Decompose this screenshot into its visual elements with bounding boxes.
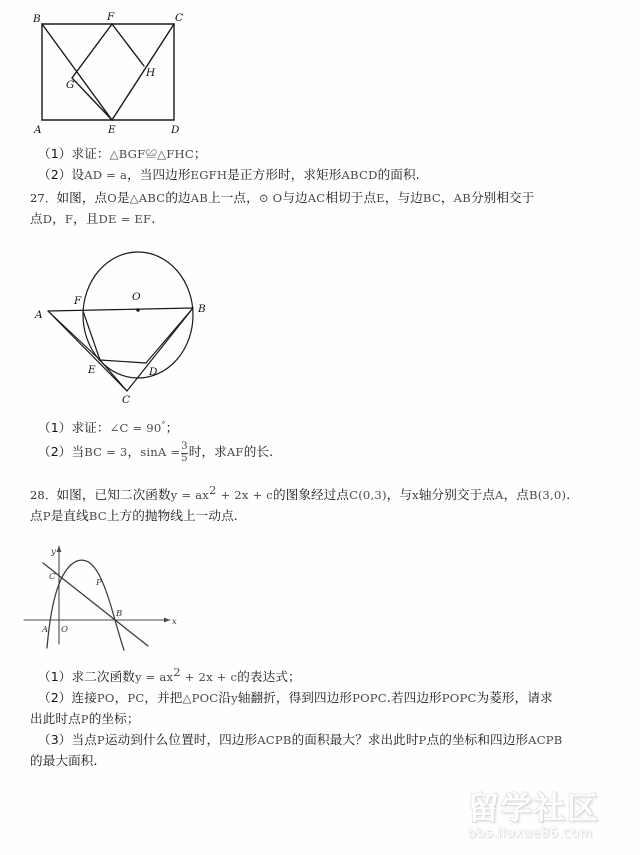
vertex-label-A: A xyxy=(34,124,42,136)
p28-stem-b: 的图象经过点 xyxy=(272,487,350,502)
p28-part1-eq-exponent: 2 xyxy=(173,664,181,679)
p27-part1-tail: ； xyxy=(165,420,179,436)
p26-part1-math: △BGF≌△FHC xyxy=(109,147,194,161)
p27-stem-m4: E xyxy=(376,191,385,205)
p28-part2-line2-b: 的坐标； xyxy=(88,711,140,726)
p28-stem-eq-exponent: 2 xyxy=(208,482,217,497)
p28-stem2-c: 上方的抛物线上一动点. xyxy=(106,508,238,523)
p26-part1-tail: ； xyxy=(193,146,207,161)
vertex-label-H: H xyxy=(146,67,156,79)
p27-stem-m3: AC xyxy=(307,191,326,205)
circle-label-E: E xyxy=(88,364,96,376)
p28-part2-m3: △POC xyxy=(182,691,219,705)
circle-label-D: D xyxy=(149,366,158,378)
p28-part1-label: （1）求二次函数 xyxy=(38,669,135,684)
p27-stem2-c: ，且 xyxy=(73,211,99,226)
p27-part2-tail: 的长. xyxy=(243,444,274,459)
p27-stem-e: 与边 xyxy=(282,190,308,205)
p26-part2-mid1: ，当四边形 xyxy=(127,167,191,182)
p28-part2-mid1: ， xyxy=(114,690,128,705)
p27-stem-line2 xyxy=(30,208,155,230)
vertex-label-F: F xyxy=(107,11,115,23)
graph-label-O: O xyxy=(61,625,68,635)
axis-label-x: x xyxy=(172,617,177,627)
p28-stem-line1 xyxy=(30,484,570,506)
watermark-url: bbs.liuxue86.com xyxy=(468,826,593,841)
p28-part2-mid2: ，并把 xyxy=(144,690,183,705)
p27-stem-circle: ⊙ O xyxy=(258,191,283,205)
p26-part2-label: （2）设 xyxy=(38,167,85,182)
watermark-title: 留学社区 xyxy=(468,791,600,827)
p28-part3-line2 xyxy=(30,750,98,771)
p28-stem-a: 如图，已知二次函数 xyxy=(56,487,171,502)
p28-part2-m1: PO xyxy=(96,691,115,705)
p28-part2-line2-a: 出此时点 xyxy=(30,711,81,726)
p28-part1-eq: y = ax xyxy=(134,670,174,684)
p28-stem-x: x xyxy=(412,488,419,502)
p28-part2-line2 xyxy=(30,708,140,730)
p28-stem-eq2: + 2x + c xyxy=(216,488,273,502)
p28-stem-point-a: A xyxy=(495,488,504,502)
p26-part1-label: （1）求证： xyxy=(38,146,110,161)
p26-part2-math2: EGFH xyxy=(190,168,228,182)
p28-part2-mid6: 为菱形，请求 xyxy=(476,690,553,705)
circle-label-C: C xyxy=(122,394,131,403)
p27-stem-m5: BC xyxy=(422,191,441,205)
p26-part2-mid2: 是正方形时，求矩形 xyxy=(227,167,342,182)
p28-part3-line2-text: 的最大面积. xyxy=(30,753,98,768)
p26-part2-tail: 的面积. xyxy=(377,167,420,182)
circle-o-figure xyxy=(30,238,260,403)
p27-stem-m1: △ABC xyxy=(129,191,166,205)
p28-part2-m2: PC xyxy=(127,691,145,705)
p27-stem-o: O xyxy=(107,191,117,205)
p28-stem2-b: 是直线 xyxy=(50,508,89,523)
p28-part3-line1 xyxy=(38,729,563,751)
vertex-label-B: B xyxy=(33,13,41,25)
p27-stem-a: 如图，点 xyxy=(56,190,108,205)
fraction-denominator: 5 xyxy=(181,452,188,464)
p28-part2-mid4: 轴翻折，得到四边形 xyxy=(237,690,353,705)
p28-part2-m4: y xyxy=(231,691,238,705)
p27-stem-f: 相切于点 xyxy=(325,190,377,205)
p28-part3-m4: ACPB xyxy=(528,733,563,747)
p28-stem-d: 轴分别交于点 xyxy=(418,487,495,502)
p28-part3-mid3: 点的坐标和四边形 xyxy=(426,732,529,747)
p28-part3-m3: P xyxy=(418,733,427,747)
p28-part3-m2: ACPB xyxy=(257,733,292,747)
fraction-numerator: 3 xyxy=(181,441,188,452)
p27-degree-symbol: ° xyxy=(161,420,166,429)
p27-part2-mid1: ， xyxy=(127,444,141,459)
p27-stem-h: ， xyxy=(440,190,454,205)
circle-label-B: B xyxy=(198,303,206,315)
p28-stem-e: ，点 xyxy=(503,487,529,502)
p28-part2-line1 xyxy=(38,687,553,709)
p27-stem2-a: 点 xyxy=(30,211,43,226)
p27-stem-m2: AB xyxy=(190,191,209,205)
p26-part2-line xyxy=(38,164,420,186)
p28-part3-mid1: 运动到什么位置时，四边形 xyxy=(104,732,258,747)
p27-stem2-b: ， xyxy=(52,211,65,226)
p27-part1-label: （1）求证： xyxy=(38,420,110,436)
circle-label-A: A xyxy=(35,309,43,321)
p28-part1-eq2: + 2x + c xyxy=(180,670,238,684)
p28-stem-point-p: P xyxy=(42,509,51,523)
p28-stem-f: . xyxy=(566,487,571,502)
p28-part2-m6: POPC xyxy=(441,691,477,705)
circle-label-F: F xyxy=(74,295,82,307)
circle-label-O: O xyxy=(132,291,141,303)
p28-stem-line2 xyxy=(30,505,238,527)
p27-part1-math: ∠C = 90 xyxy=(109,421,162,436)
p27-part2-math1: BC = 3 xyxy=(84,445,128,459)
p28-stem-line-bc: BC xyxy=(88,509,107,523)
vertex-label-G: G xyxy=(66,79,75,91)
p27-stem-c: 的边 xyxy=(165,190,191,205)
site-watermark xyxy=(468,792,628,850)
p28-part1-tail: 的表达式； xyxy=(237,669,301,684)
p27-stem2-d: . xyxy=(151,211,156,226)
p28-part3-mid2: 的面积最大？求出此时 xyxy=(291,732,419,747)
parabola-graph-figure xyxy=(20,528,190,653)
sin-a-fraction xyxy=(181,442,187,464)
axis-label-y: y xyxy=(51,547,56,557)
p27-stem-b: 是 xyxy=(116,190,130,205)
p28-part3-m1: P xyxy=(96,733,105,747)
p27-stem-m8: F xyxy=(64,212,74,226)
p27-stem-d: 上一点， xyxy=(208,190,259,205)
p28-part2-label: （2）连接 xyxy=(38,690,97,705)
graph-label-C: C xyxy=(49,572,56,582)
rectangle-abcd-figure xyxy=(28,8,188,138)
p27-part2-math2: sinA = xyxy=(140,445,181,459)
p27-stem-m6: AB xyxy=(453,191,471,205)
vertex-label-E: E xyxy=(108,124,116,136)
p28-part3-label: （3）当点 xyxy=(38,732,97,747)
p28-stem-point-c: C(0,3) xyxy=(349,488,387,502)
p27-stem-m7: D xyxy=(42,212,53,226)
p28-number: 28． xyxy=(30,488,57,502)
p26-part2-math1: AD = a xyxy=(84,168,128,182)
p26-part2-math3: ABCD xyxy=(341,168,378,182)
graph-label-B: B xyxy=(116,609,123,619)
p28-stem-c: ，与 xyxy=(386,487,413,502)
p27-part1-line xyxy=(38,414,178,439)
p28-part2-m5: POPC xyxy=(352,691,387,705)
p28-stem2-a: 点 xyxy=(30,508,43,523)
p28-part2-mid5: .若四边形 xyxy=(386,690,442,705)
p26-part1-line xyxy=(38,143,207,165)
p27-part2-mid2: 时，求 xyxy=(188,444,227,459)
p27-number: 27． xyxy=(30,191,57,205)
graph-label-P: P xyxy=(96,578,102,588)
vertex-label-D: D xyxy=(171,124,180,136)
p27-stem-line1 xyxy=(30,187,534,209)
p28-part1-line xyxy=(38,666,301,688)
p28-part2-m7: P xyxy=(80,712,89,726)
p28-stem-eq: y = ax xyxy=(170,488,209,502)
p27-stem-m9: DE = EF xyxy=(98,212,152,226)
p27-stem-i: 分别相交于 xyxy=(470,190,535,205)
p28-stem-point-b: B(3,0) xyxy=(528,488,567,502)
p27-part2-label: （2）当 xyxy=(38,444,85,459)
p27-part2-line xyxy=(38,441,273,464)
vertex-label-C: C xyxy=(175,12,184,24)
p27-stem-g: ，与边 xyxy=(384,190,423,205)
p28-part2-mid3: 沿 xyxy=(218,690,232,705)
graph-label-A: A xyxy=(42,625,49,635)
p27-part2-math3: AF xyxy=(226,445,244,459)
circle-center-dot xyxy=(136,308,139,311)
